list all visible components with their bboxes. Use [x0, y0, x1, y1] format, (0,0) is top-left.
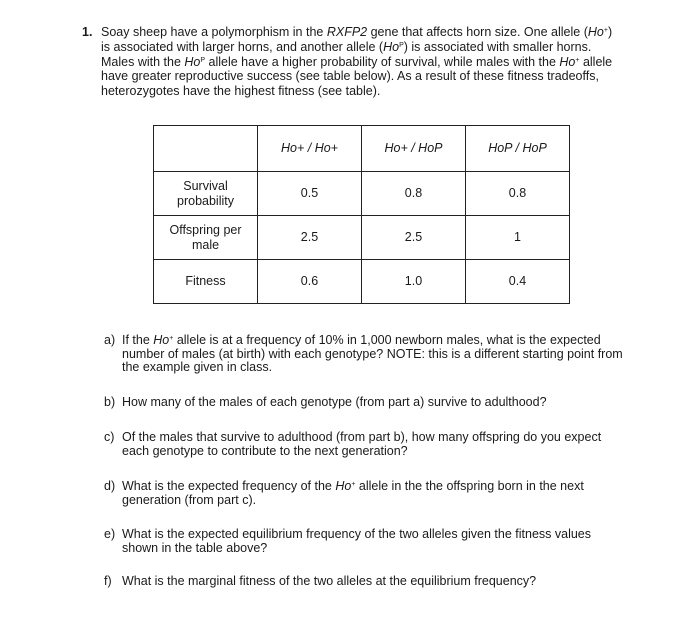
allele-superscript: + — [351, 481, 356, 488]
part-text: What is the expected equilibrium frequency of the two alleles given the fitness values shown in the table above? — [122, 527, 592, 555]
part-f — [104, 575, 624, 589]
table-row — [154, 260, 570, 304]
table-cell: 0.6 — [258, 260, 362, 304]
part-label: e) — [104, 527, 116, 541]
part-label: d) — [104, 479, 116, 493]
intro-text: ) is associated with smaller horns. Males with the — [101, 39, 592, 69]
table-header-cell: Ho+ / Ho+ — [258, 126, 362, 172]
part-text: Of the males that survive to adulthood (from part b), how many offspring do you expect each genotype to contribute to the next generation? — [122, 430, 602, 458]
question-intro — [101, 25, 621, 99]
table-cell: 0.8 — [362, 172, 466, 216]
row-label: Survival probability — [154, 172, 258, 216]
allele-superscript: + — [169, 335, 174, 342]
table-cell: 1.0 — [362, 260, 466, 304]
allele-name: Ho — [559, 54, 576, 69]
table-corner-cell — [154, 126, 258, 172]
allele-name: Ho — [335, 479, 352, 493]
table-cell: 1 — [466, 216, 570, 260]
part-label: a) — [104, 333, 116, 347]
intro-text: ) is associated with larger horns, and another allele ( — [101, 25, 613, 54]
table-cell: 0.8 — [466, 172, 570, 216]
part-a — [104, 334, 624, 375]
table-cell: 0.5 — [258, 172, 362, 216]
part-text: What is the marginal fitness of the two alleles at the equilibrium frequency? — [122, 574, 537, 588]
intro-text: allele have greater reproductive success (see table below). As a result of these fitness tradeoffs, heterozygotes have the highest fitness (see table). — [101, 54, 613, 99]
table-header-cell: Ho+ / HoP — [362, 126, 466, 172]
intro-text: gene that affects horn size. One allele ( — [367, 25, 588, 39]
allele-superscript: P — [399, 41, 404, 49]
part-label: b) — [104, 395, 116, 409]
part-text: How many of the males of each genotype (from part a) survive to adulthood? — [122, 395, 547, 409]
allele-superscript: + — [603, 27, 608, 34]
allele-superscript: P — [200, 56, 206, 64]
part-label: c) — [104, 430, 115, 444]
allele-name: Ho — [153, 333, 170, 347]
table-row — [154, 172, 570, 216]
part-c — [104, 431, 624, 458]
question-number: 1. — [82, 25, 93, 39]
row-label: Offspring per male — [154, 216, 258, 260]
part-text: If the Ho+ allele is at a frequency of 10% in 1,000 newborn males, what is the expected number of males (at birth) with each genotype? NOTE: this is a different starting point from the example given in class. — [122, 333, 623, 374]
allele-superscript: + — [575, 56, 580, 64]
row-label: Fitness — [154, 260, 258, 304]
allele-name: Ho — [184, 54, 201, 69]
table-header-cell: HoP / HoP — [466, 126, 570, 172]
part-d — [104, 480, 624, 507]
part-e — [104, 528, 624, 555]
table-cell: 2.5 — [362, 216, 466, 260]
table-header-row — [154, 126, 570, 172]
part-label: f) — [104, 574, 112, 588]
part-b — [104, 396, 624, 410]
gene-name: RXFP2 — [326, 25, 368, 39]
table-cell: 0.4 — [466, 260, 570, 304]
table-row — [154, 216, 570, 260]
table-cell: 2.5 — [258, 216, 362, 260]
allele-name: Ho — [383, 39, 400, 54]
fitness-table — [153, 125, 570, 304]
intro-text: Soay sheep have a polymorphism in the — [101, 25, 327, 39]
allele-name: Ho — [587, 25, 604, 39]
part-text: What is the expected frequency of the Ho+ allele in the the offspring born in the next generation (from part c). — [122, 479, 584, 507]
intro-text: allele have a higher probability of survival, while males with the — [205, 54, 560, 69]
